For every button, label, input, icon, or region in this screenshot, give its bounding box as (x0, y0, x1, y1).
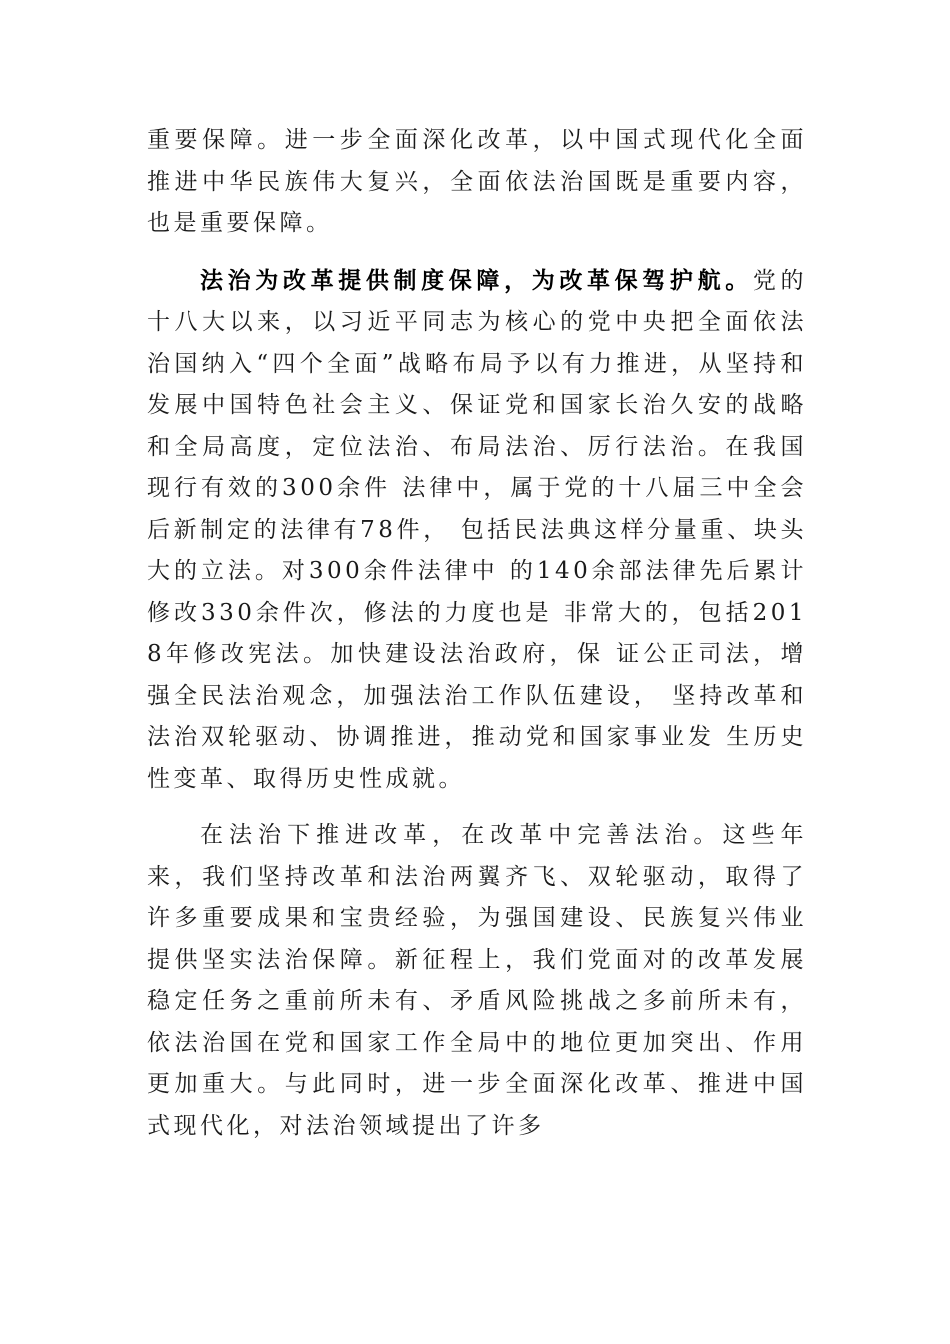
paragraph-1 (147, 120, 807, 245)
paragraph-3 (147, 815, 807, 1147)
paragraph-2-lead: 法治为改革提供制度保障，为改革保驾护航。 (200, 266, 753, 294)
paragraph-2 (147, 260, 807, 801)
paragraph-1-text: 重要保障。进一步全面深化改革，以中国式现代化全面推进中华民族伟大复兴，全面依法治国既是重要内容，也是重要保障。 (147, 127, 807, 236)
paragraph-3-text: 在法治下推进改革，在改革中完善法治。这些年来，我们坚持改革和法治两翼齐飞、双轮驱动，取得了许多重要成果和宝贵经验，为强国建设、民族复兴伟业提供坚实法治保障。新征程上，我们党面对的改革发展稳定任务之重前所未有、矛盾风险挑战之多前所未有，依法治国在党和国家工作全局中的地位更加突出、作用更加重大。与此同时，进一步全面深化改革、推进中国式现代化，对法治领域提出了许多 (147, 822, 807, 1139)
paragraph-2-text: 党的十八大以来，以习近平同志为核心的党中央把全面依法治国纳入“四个全面”战略布局予以有力推进，从坚持和发展中国特色社会主义、保证党和国家长治久安的战略和全局高度，定位法治、布局法治、厉行法治。在我国现行有效的300余件 法律中，属于党的十八届三中全会后新制定的法律有78件， 包括民法典这样分量重、块头大的立法。对300余件法律中 的140余部法律先后累计修改330余件次，修法的力度也是 非常大的，包括2018年修改宪法。加快建设法治政府，保 证公正司法，增强全民法治观念，加强法治工作队伍建设， 坚持改革和法治双轮驱动、协调推进，推动党和国家事业发 生历史性变革、取得历史性成就。 (147, 267, 808, 792)
document-body (147, 120, 807, 1147)
